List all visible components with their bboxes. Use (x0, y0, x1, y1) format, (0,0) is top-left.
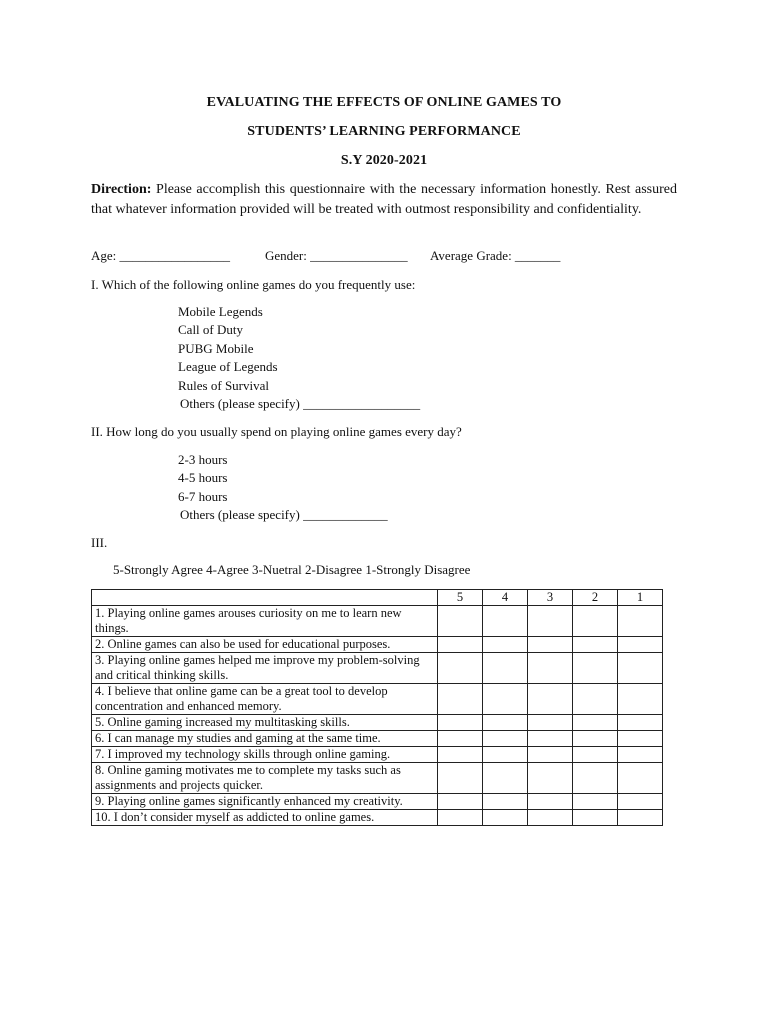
rating-cell[interactable] (618, 684, 663, 715)
rating-cell[interactable] (528, 763, 573, 794)
option-call-of-duty[interactable] (156, 322, 243, 338)
statement-cell: 4. I believe that online game can be a great tool to develop concentration and enhanced memory. (92, 684, 438, 715)
statement-cell: 7. I improved my technology skills through online gaming. (92, 747, 438, 763)
rating-cell[interactable] (483, 763, 528, 794)
rating-cell[interactable] (528, 747, 573, 763)
statement-cell: 10. I don’t consider myself as addicted to online games. (92, 810, 438, 826)
table-header-row (92, 590, 663, 606)
gender-field[interactable]: Gender: _______________ (265, 248, 408, 263)
statement-cell: 3. Playing online games helped me improve my problem-solving and critical thinking skills. (92, 653, 438, 684)
table-row (92, 747, 663, 763)
rating-cell[interactable] (438, 810, 483, 826)
rating-cell[interactable] (618, 653, 663, 684)
rating-cell[interactable] (483, 637, 528, 653)
table-row (92, 606, 663, 637)
rating-cell[interactable] (528, 731, 573, 747)
rating-cell[interactable] (573, 653, 618, 684)
option-label: PUBG Mobile (178, 341, 254, 356)
rating-cell[interactable] (438, 606, 483, 637)
table-row (92, 731, 663, 747)
rating-cell[interactable] (438, 794, 483, 810)
title-line-1: EVALUATING THE EFFECTS OF ONLINE GAMES TO (206, 95, 562, 110)
option-league-of-legends[interactable] (156, 359, 278, 375)
statement-cell: 5. Online gaming increased my multitasking skills. (92, 715, 438, 731)
question-2: II. How long do you usually spend on playing online games every day? (91, 424, 462, 439)
option-label: 2-3 hours (178, 452, 228, 467)
rating-cell[interactable] (528, 606, 573, 637)
rating-cell[interactable] (573, 731, 618, 747)
rating-cell[interactable] (573, 606, 618, 637)
table-row (92, 637, 663, 653)
others-field-2[interactable]: Others (please specify) _____________ (180, 507, 388, 522)
rating-cell[interactable] (438, 637, 483, 653)
rating-cell[interactable] (573, 715, 618, 731)
rating-cell[interactable] (618, 606, 663, 637)
rating-cell[interactable] (573, 637, 618, 653)
rating-cell[interactable] (573, 684, 618, 715)
table-row (92, 794, 663, 810)
option-4-5-hours[interactable] (156, 470, 227, 486)
rating-cell[interactable] (483, 810, 528, 826)
average-grade-field[interactable]: Average Grade: _______ (430, 248, 561, 263)
direction-paragraph (91, 180, 677, 220)
rating-cell[interactable] (618, 794, 663, 810)
rating-cell[interactable] (438, 684, 483, 715)
rating-cell[interactable] (528, 715, 573, 731)
rating-cell[interactable] (483, 684, 528, 715)
option-label: 6-7 hours (178, 489, 228, 504)
rating-table (91, 589, 663, 826)
column-header: 1 (618, 590, 663, 606)
option-label: 4-5 hours (178, 470, 228, 485)
statement-cell: 9. Playing online games significantly enhanced my creativity. (92, 794, 438, 810)
rating-cell[interactable] (438, 763, 483, 794)
table-row (92, 810, 663, 826)
rating-cell[interactable] (618, 810, 663, 826)
option-6-7-hours[interactable] (156, 489, 227, 505)
option-mobile-legends[interactable] (156, 304, 263, 320)
rating-cell[interactable] (483, 731, 528, 747)
header-blank-cell (92, 590, 438, 606)
table-row (92, 763, 663, 794)
table-row (92, 684, 663, 715)
rating-cell[interactable] (483, 794, 528, 810)
rating-cell[interactable] (618, 763, 663, 794)
option-label: Call of Duty (178, 322, 243, 337)
rating-cell[interactable] (618, 731, 663, 747)
section-3-label: III. (91, 535, 108, 550)
column-header: 3 (528, 590, 573, 606)
statement-cell: 8. Online gaming motivates me to complete my tasks such as assignments and projects quicker. (92, 763, 438, 794)
option-label: Mobile Legends (178, 304, 263, 319)
statement-cell: 2. Online games can also be used for educational purposes. (92, 637, 438, 653)
rating-cell[interactable] (438, 747, 483, 763)
rating-scale-legend: 5-Strongly Agree 4-Agree 3-Nuetral 2-Disagree 1-Strongly Disagree (113, 562, 471, 577)
option-rules-of-survival[interactable] (156, 378, 269, 394)
statement-cell: 6. I can manage my studies and gaming at the same time. (92, 731, 438, 747)
rating-cell[interactable] (528, 810, 573, 826)
others-field-1[interactable]: Others (please specify) __________________ (180, 396, 421, 411)
title-line-2: STUDENTS’ LEARNING PERFORMANCE (247, 124, 521, 139)
rating-cell[interactable] (438, 653, 483, 684)
column-header: 4 (483, 590, 528, 606)
rating-cell[interactable] (483, 747, 528, 763)
rating-cell[interactable] (573, 794, 618, 810)
rating-cell[interactable] (483, 653, 528, 684)
direction-text: Please accomplish this questionnaire with the necessary information honestly. Rest assured that whatever information provided will be treated with outmost responsibility and confidentiality. (91, 182, 677, 217)
option-label: League of Legends (178, 359, 278, 374)
rating-cell[interactable] (438, 731, 483, 747)
rating-cell[interactable] (573, 747, 618, 763)
option-2-3-hours[interactable] (156, 452, 227, 468)
question-1: I. Which of the following online games do you frequently use: (91, 277, 416, 292)
age-field[interactable]: Age: _________________ (91, 248, 231, 263)
option-label: Rules of Survival (178, 378, 269, 393)
rating-cell[interactable] (618, 715, 663, 731)
column-header: 2 (573, 590, 618, 606)
direction-label: Direction: (91, 182, 152, 197)
statement-cell: 1. Playing online games arouses curiosity on me to learn new things. (92, 606, 438, 637)
rating-cell[interactable] (573, 763, 618, 794)
table-row (92, 715, 663, 731)
rating-cell[interactable] (528, 637, 573, 653)
rating-cell[interactable] (618, 747, 663, 763)
option-pubg-mobile[interactable] (156, 341, 253, 357)
rating-cell[interactable] (483, 715, 528, 731)
rating-cell[interactable] (528, 794, 573, 810)
rating-cell[interactable] (483, 606, 528, 637)
table-row (92, 653, 663, 684)
rating-cell[interactable] (528, 684, 573, 715)
column-header: 5 (438, 590, 483, 606)
rating-cell[interactable] (573, 810, 618, 826)
rating-cell[interactable] (618, 637, 663, 653)
title-line-3: S.Y 2020-2021 (340, 153, 428, 168)
rating-cell[interactable] (528, 653, 573, 684)
rating-cell[interactable] (438, 715, 483, 731)
